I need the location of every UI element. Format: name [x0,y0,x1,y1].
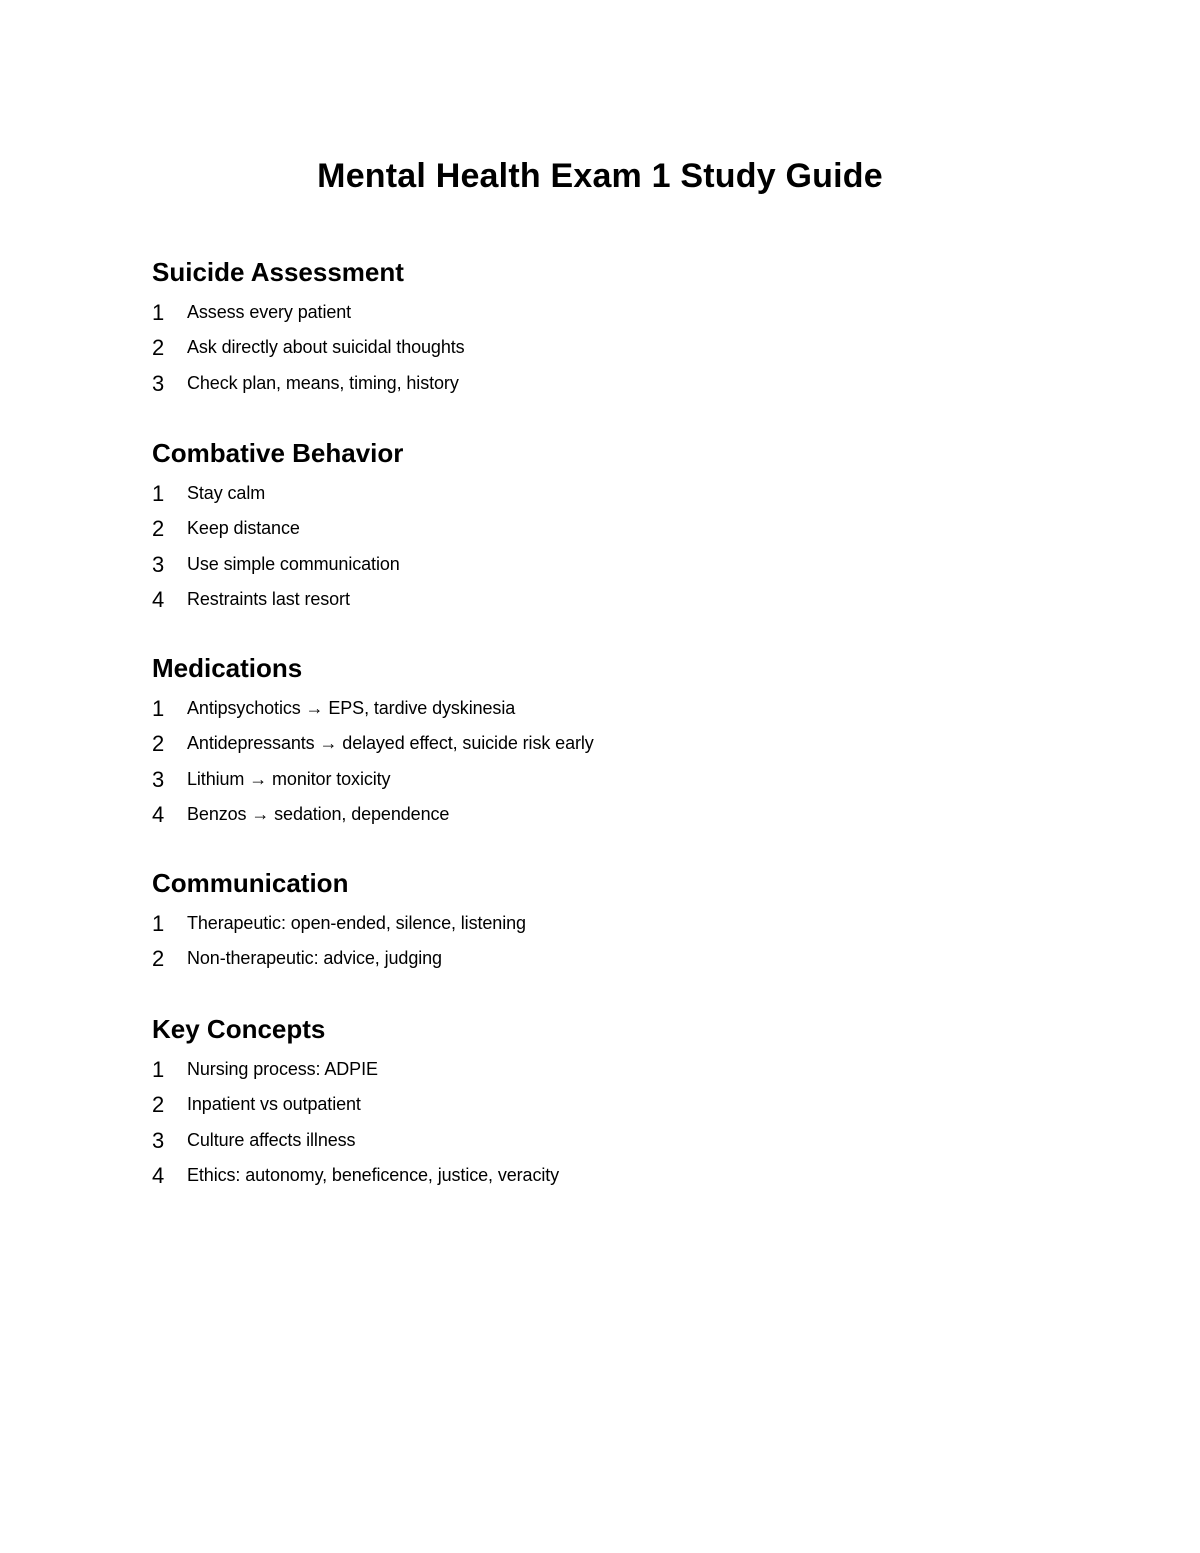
numbered-list [152,299,1052,405]
item-number: 1 [152,481,165,506]
item-number: 4 [152,586,165,612]
item-text: Antidepressants → delayed effect, suicide risk early [187,733,594,754]
list-item [152,730,1052,765]
item-text: Ethics: autonomy, beneficence, justice, veracity [187,1164,560,1185]
list-item [152,551,1052,586]
item-number: 4 [152,801,165,827]
list-item [152,1091,1052,1126]
section-suicide-assessment [152,255,1052,405]
list-item [152,801,1052,836]
item-number: 3 [152,551,165,577]
section-heading: Combative Behavior [152,438,404,468]
list-item [152,370,1052,405]
section-heading: Communication [152,868,349,898]
item-text: Ask directly about suicidal thoughts [187,337,465,358]
numbered-list [152,480,1052,621]
item-text: Lithium → monitor toxicity [187,768,391,789]
item-number: 2 [152,335,165,361]
list-item [152,945,1052,980]
list-item [152,515,1052,550]
item-number: 2 [152,1092,165,1118]
item-number: 2 [152,731,165,757]
numbered-list [152,910,1052,981]
list-item [152,480,1052,515]
list-item [152,1162,1052,1197]
item-text: Check plan, means, timing, history [187,372,459,393]
item-number: 3 [152,370,165,396]
list-item [152,1127,1052,1162]
item-text: Stay calm [187,483,266,503]
section-heading: Medications [152,653,303,683]
item-text: Antipsychotics → EPS, tardive dyskinesia [187,698,516,718]
item-text: Non-therapeutic: advice, judging [187,948,442,969]
item-text: Inpatient vs outpatient [187,1094,361,1115]
item-number: 2 [152,946,165,972]
item-text: Benzos → sedation, dependence [187,803,450,824]
item-number: 2 [152,516,165,542]
item-number: 1 [152,696,165,721]
list-item [152,1056,1052,1091]
section-heading: Key Concepts [152,1014,326,1044]
item-text: Culture affects illness [187,1129,356,1150]
section-combative-behavior [152,436,1052,621]
section-communication [152,866,1052,981]
item-number: 4 [152,1162,165,1188]
list-item [152,586,1052,621]
item-number: 1 [152,300,165,325]
item-number: 1 [152,1057,165,1082]
item-text: Assess every patient [187,302,352,322]
section-key-concepts [152,1012,1052,1197]
list-item [152,695,1052,730]
item-text: Restraints last resort [187,588,350,609]
numbered-list [152,695,1052,836]
item-text: Use simple communication [187,553,400,574]
item-text: Therapeutic: open-ended, silence, listening [187,913,526,933]
list-item [152,299,1052,334]
item-number: 1 [152,911,165,936]
item-text: Keep distance [187,518,300,539]
item-text: Nursing process: ADPIE [187,1059,378,1079]
page-title: Mental Health Exam 1 Study Guide [317,157,883,195]
numbered-list [152,1056,1052,1197]
item-number: 3 [152,766,165,792]
list-item [152,334,1052,369]
list-item [152,766,1052,801]
item-number: 3 [152,1127,165,1153]
list-item [152,910,1052,945]
section-medications [152,651,1052,836]
section-heading: Suicide Assessment [152,257,404,287]
